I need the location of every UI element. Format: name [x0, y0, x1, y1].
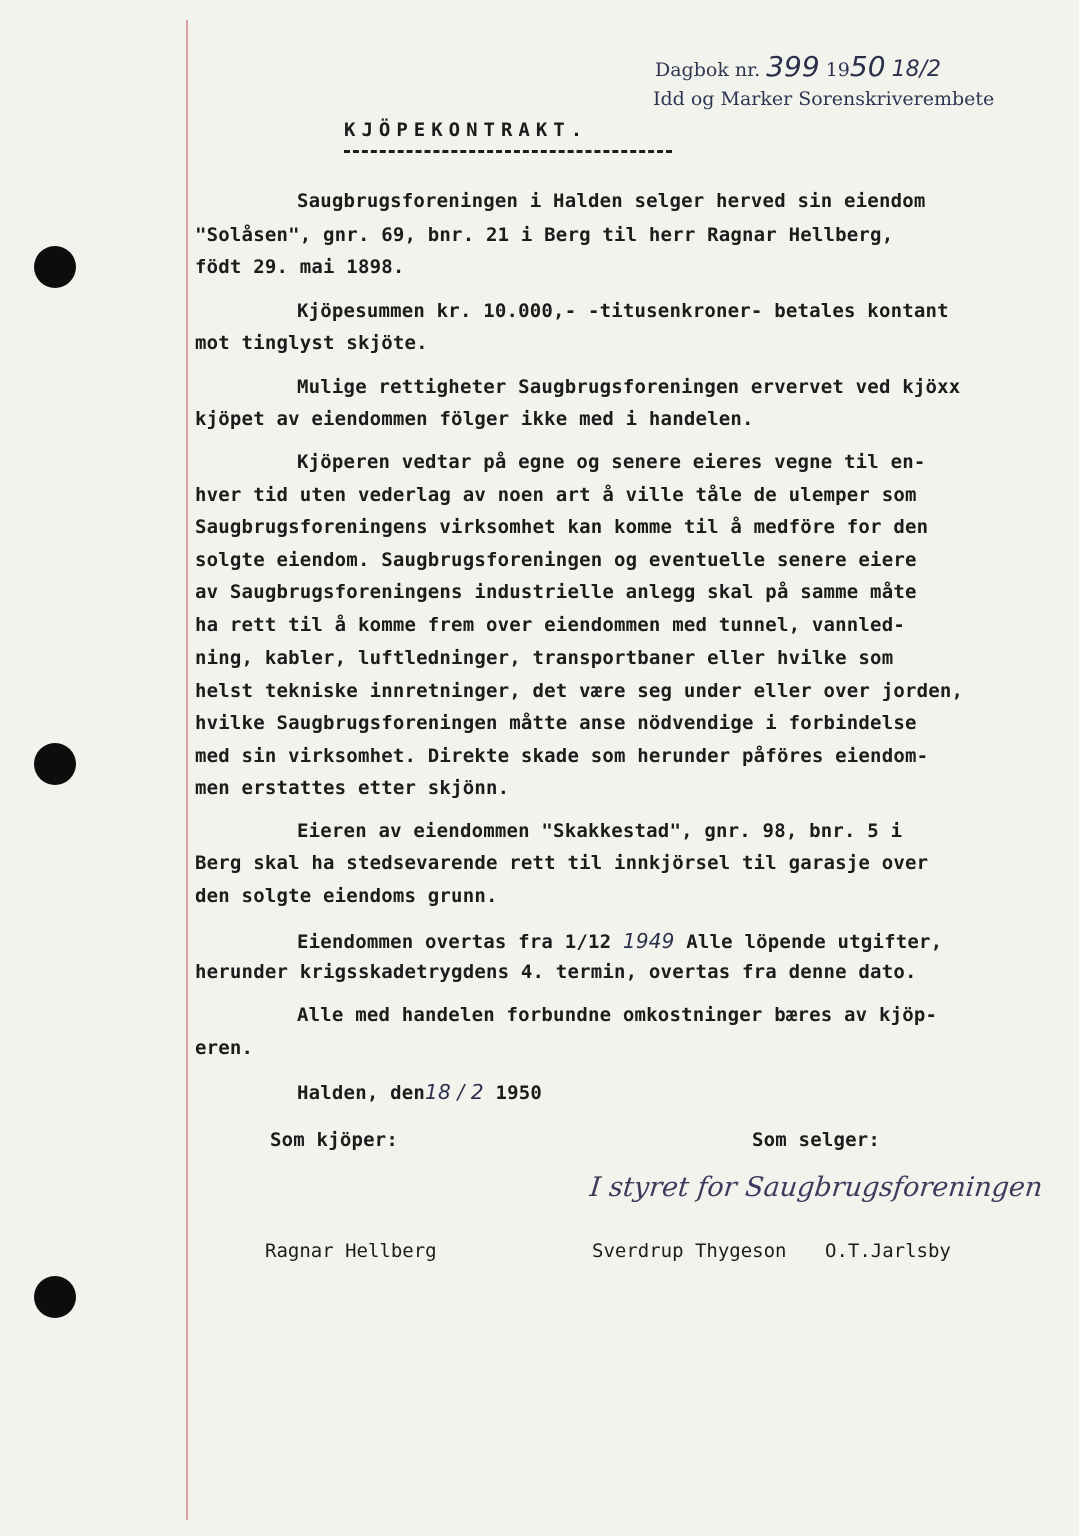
stamp-year-prefix: 19 [825, 59, 850, 81]
date-prefix: Halden, den [297, 1082, 426, 1104]
p4-line7: ning, kabler, luftledninger, transportbaner eller hvilke som [195, 647, 894, 669]
p2-line1: Kjöpesummen kr. 10.000,- -titusenkroner- betales kontant [297, 300, 949, 322]
date-hand: 18 / 2 [425, 1080, 484, 1104]
buyer-name: Ragnar Hellberg [265, 1240, 437, 1262]
takeover-prefix: Eiendommen overtas fra 1/12 [297, 931, 612, 953]
date-line [297, 1080, 542, 1104]
buyer-label: Som kjöper: [270, 1129, 399, 1151]
stamp-date-hand: 18/2 [891, 57, 941, 82]
takeover-line2: herunder krigsskadetrygdens 4. termin, overtas fra denne dato. [195, 961, 917, 983]
seller-name-2: O.T.Jarlsby [825, 1240, 951, 1262]
costs-line2: eren. [195, 1037, 254, 1059]
p1-line3: födt 29. mai 1898. [195, 256, 405, 278]
seller-name-1: Sverdrup Thygeson [592, 1240, 787, 1262]
takeover-line1 [297, 929, 942, 953]
date-year: 1950 [495, 1082, 543, 1104]
p4-line9: hvilke Saugbrugsforeningen måtte anse nödvendige i forbindelse [195, 712, 917, 734]
margin-line [186, 20, 188, 1520]
p4-line3: Saugbrugsforeningens virksomhet kan komme til å medföre for den [195, 516, 929, 538]
document-title: KJÖPEKONTRAKT. [344, 119, 589, 141]
p4-line11: men erstattes etter skjönn. [195, 777, 510, 799]
p4-line2: hver tid uten vederlag av noen art å ville tåle de ulemper som [195, 484, 917, 506]
costs-line1: Alle med handelen forbundne omkostninger bæres av kjöp- [297, 1004, 938, 1026]
p4-line4: solgte eiendom. Saugbrugsforeningen og eventuelle senere eiere [195, 549, 917, 571]
punch-hole-middle [34, 743, 76, 785]
p3-line2: kjöpet av eiendommen fölger ikke med i handelen. [195, 408, 754, 430]
stamp-year-suffix: 50 [849, 50, 886, 83]
seller-label: Som selger: [752, 1129, 881, 1151]
p4-line1: Kjöperen vedtar på egne og senere eieres vegne til en- [297, 451, 926, 473]
p4-line5: av Saugbrugsforeningens industrielle anlegg skal på samme måte [195, 581, 917, 603]
p4-line8: helst tekniske innretninger, det være seg under eller over jorden, [195, 680, 964, 702]
p4-line10: med sin virksomhet. Direkte skade som herunder påföres eiendom- [195, 745, 929, 767]
p1-line2: "Solåsen", gnr. 69, bnr. 21 i Berg til herr Ragnar Hellberg, [195, 224, 894, 246]
registry-stamp-line1 [655, 50, 941, 83]
p4-line6: ha rett til å komme frem over eiendommen med tunnel, vannled- [195, 614, 905, 636]
p3-line1: Mulige rettigheter Saugbrugsforeningen ervervet ved kjöxx [297, 376, 961, 398]
p2-line2: mot tinglyst skjöte. [195, 332, 428, 354]
p1-line1: Saugbrugsforeningen i Halden selger herved sin eiendom [297, 190, 926, 212]
punch-hole-top [34, 246, 76, 288]
p5-line2: Berg skal ha stedsevarende rett til innkjörsel til garasje over [195, 852, 929, 874]
p5-line1: Eieren av eiendommen "Skakkestad", gnr. 98, bnr. 5 i [297, 820, 903, 842]
punch-hole-bottom [34, 1276, 76, 1318]
takeover-suffix: Alle löpende utgifter, [686, 931, 943, 953]
stamp-dagbok-label: Dagbok nr. [655, 59, 761, 81]
p5-line3: den solgte eiendoms grunn. [195, 885, 498, 907]
title-underline [344, 150, 672, 153]
seller-stamp-signature: I styret for Saugbrugsforeningen [588, 1172, 1045, 1203]
registry-stamp-line2: Idd og Marker Sorenskriverembete [653, 88, 995, 110]
stamp-dagbok-number: 399 [766, 50, 820, 83]
takeover-year-hand: 1949 [622, 929, 675, 953]
